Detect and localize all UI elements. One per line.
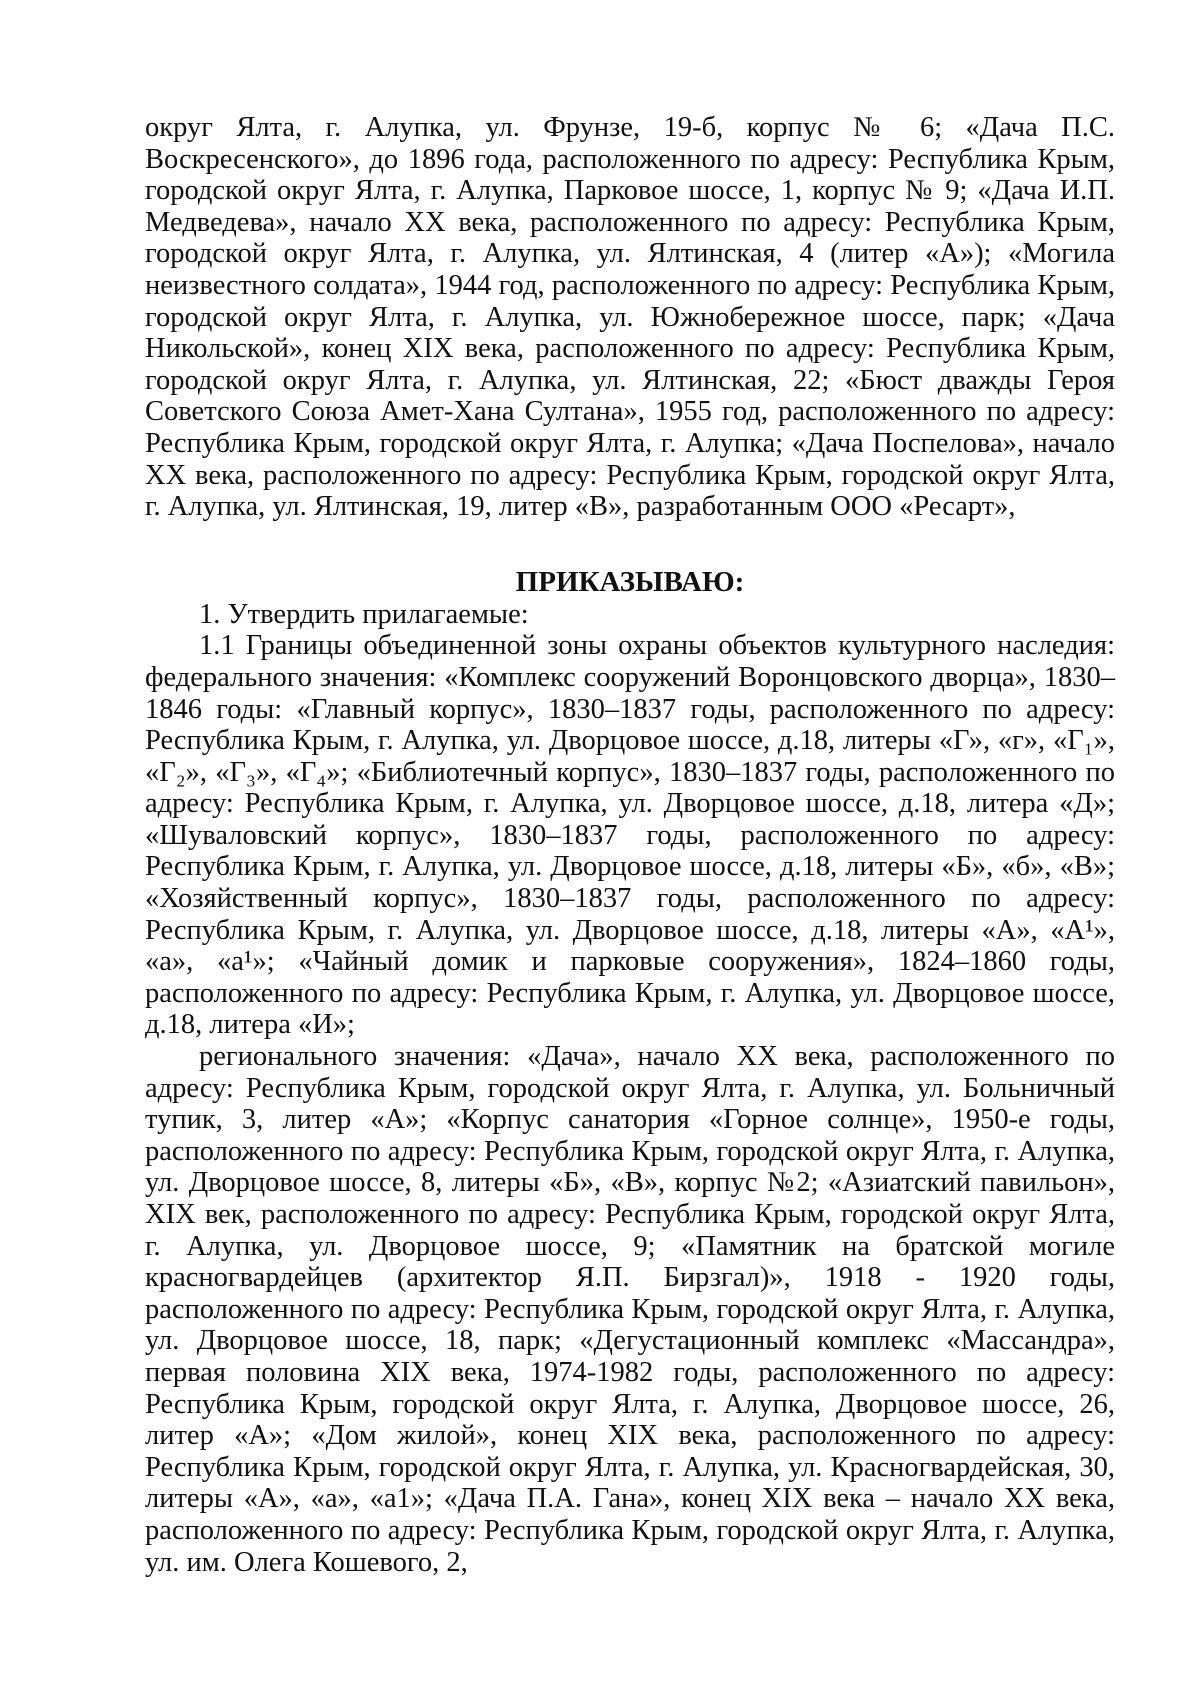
order-heading: ПРИКАЗЫВАЮ: bbox=[515, 565, 745, 598]
intro-paragraph: округ Ялта, г. Алупка, ул. Фрунзе, 19-б, корпус № 6; «Дача П.С. Воскресенского», до 1896 года, расположенного по адресу: Республика Крым, городской округ Ялта, г. Алупка, Парковое шоссе, 1, корпус № 9; «Дача И.П. Медведева», начало XX века, расположенного по адресу: Республика Крым, городской округ Ялта, г. Алупка, ул. Ялтинская, 4 (литер «А»); «Могила неизвестного солдата», 1944 год, расположенного по адресу: Республика Крым, городской округ Ялта, г. Алупка, ул. Южнобережное шоссе, парк; «Дача Никольской», конец XIX века, расположенного по адресу: Республика Крым, городской округ Ялта, г. Алупка, ул. Ялтинская, 22; «Бюст дважды Героя Советского Союза Амет-Хана Султана», 1955 год, расположенного по адресу: Республика Крым, городской округ Ялта, г. Алупка; «Дача Поспелова», начало XX века, расположенного по адресу: Республика Крым, городской округ Ялта, г. Алупка, ул. Ялтинская, 19, литер «В», разработанным ООО «Ресарт», bbox=[145, 112, 1115, 523]
regional-paragraph: регионального значения: «Дача», начало XX века, расположенного по адресу: Республика Крым, городской округ Ялта, г. Алупка, ул. Больничный тупик, 3, литер «А»; «Корпус санатория «Горное солнце», 1950-е годы, расположенного по адресу: Республика Крым, городской округ Ялта, г. Алупка, ул. Дворцовое шоссе, 8, литеры «Б», «В», корпус №2; «Азиатский павильон», XIX век, расположенного по адресу: Республика Крым, городской округ Ялта, г. Алупка, ул. Дворцовое шоссе, 9; «Памятник на братской могиле красногвардейцев (архитектор Я.П. Бирзгал)», 1918 - 1920 годы, расположенного по адресу: Республика Крым, городской округ Ялта, г. Алупка, ул. Дворцовое шоссе, 18, парк; «Дегустационный комплекс «Массандра», первая половина XIX века, 1974-1982 годы, расположенного по адресу: Республика Крым, городской округ Ялта, г. Алупка, Дворцовое шоссе, 26, литер «А»; «Дом жилой», конец XIX века, расположенного по адресу: Республика Крым, городской округ Ялта, г. Алупка, ул. Красногвардейская, 30, литеры «А», «а», «а1»; «Дача П.А. Гана», конец XIX века – начало XX века, расположенного по адресу: Республика Крым, городской округ Ялта, г. Алупка, ул. им. Олега Кошевого, 2, bbox=[145, 1041, 1115, 1578]
item-1-1-paragraph: 1.1 Границы объединенной зоны охраны объектов культурного наследия: федерального значения: «Комплекс сооружений Воронцовского дворца», 1830–1846 годы: «Главный корпус», 1830–1837 годы, расположенного по адресу: Республика Крым, г. Алупка, ул. Дворцовое шоссе, д.18, литеры «Г», «г», «Г₁», «Г₂», «Г₃», «Г₄»; «Библиотечный корпус», 1830–1837 годы, расположенного по адресу: Республика Крым, г. Алупка, ул. Дворцовое шоссе, д.18, литера «Д»; «Шуваловский корпус», 1830–1837 годы, расположенного по адресу: Республика Крым, г. Алупка, ул. Дворцовое шоссе, д.18, литеры «Б», «б», «В»; «Хозяйственный корпус», 1830–1837 годы, расположенного по адресу: Республика Крым, г. Алупка, ул. Дворцовое шоссе, д.18, литеры «А», «А¹», «а», «а¹»; «Чайный домик и парковые сооружения», 1824–1860 годы, расположенного по адресу: Республика Крым, г. Алупка, ул. Дворцовое шоссе, д.18, литера «И»; bbox=[145, 630, 1115, 1041]
document-page bbox=[145, 112, 1115, 1578]
item-1: 1. Утвердить прилагаемые: bbox=[199, 598, 529, 630]
